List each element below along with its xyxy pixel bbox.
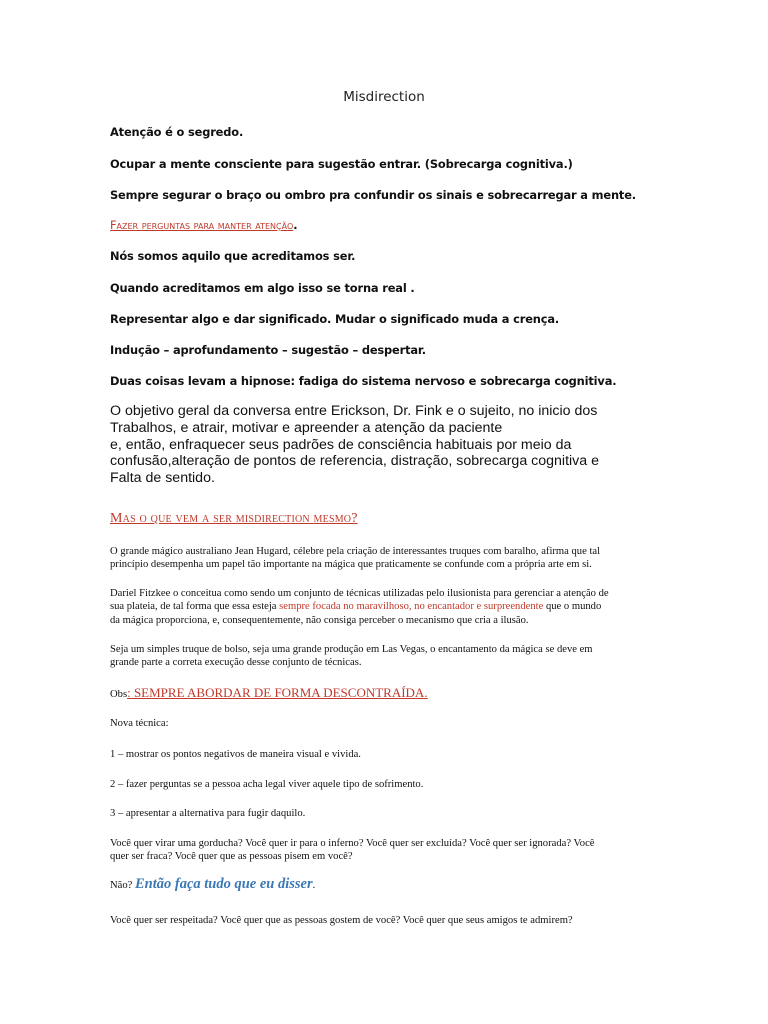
questions-paragraph [110, 837, 658, 864]
nao-line [110, 878, 658, 892]
paragraph-line: Você quer virar uma gorducha? Você quer ir para o inferno? Você quer ser excluída? Você quer ser ignorada? Você [110, 838, 595, 849]
nova-tecnica-label: Nova técnica: [110, 718, 169, 729]
page-title: Misdirection [343, 89, 425, 105]
paragraph-line: Trabalhos, e atrair, motivar e apreender a atenção da paciente [110, 419, 503, 436]
note-line: Representar algo e dar significado. Mudar o significado muda a crença. [110, 312, 560, 326]
questions-suffix: . [293, 218, 298, 232]
fitzkee-text-before: sua plateia, de tal forma que essa esteja [110, 601, 280, 613]
section-heading: Mas o que vem a ser misdirection mesmo? [110, 511, 358, 526]
paragraph-line: quer ser fraca? Você quer que as pessoas pisem em você? [110, 851, 353, 863]
paragraph-line: e, então, enfraquecer seus padrões de consciência habituais por meio da [110, 436, 572, 453]
note-line: Sempre segurar o braço ou ombro pra confundir os sinais e sobrecarregar a mente. [110, 188, 636, 202]
paragraph-line: princípio desempenha um papel tão importante na mágica que praticamente se confunde com a própria arte em si. [110, 559, 592, 571]
paragraph-line: grande parte a correta execução desse conjunto de técnicas. [110, 657, 362, 669]
paragraph-line: O grande mágico australiano Jean Hugard, célebre pela criação de interessantes truques com baralho, afirma que tal [110, 546, 601, 557]
paragraph-line: Dariel Fitzkee o conceitua como sendo um conjunto de técnicas utilizadas pelo ilusionista para gerenciar a atenção de [110, 588, 609, 599]
nao-prefix: Não? [110, 880, 135, 891]
paragraph-line: Falta de sentido. [110, 470, 215, 487]
note-line: Ocupar a mente consciente para sugestão entrar. (Sobrecarga cognitiva.) [110, 157, 573, 171]
obs-note: : SEMPRE ABORDAR DE FORMA DESCONTRAÍDA. [127, 685, 428, 700]
vegas-paragraph [110, 643, 658, 670]
erickson-paragraph [110, 403, 670, 487]
obs-label: Obs [110, 689, 128, 700]
fitzkee-text-after: que o mundo [543, 601, 602, 613]
paragraph-line: confusão,alteração de pontos de referencia, distração, sobrecarga cognitiva e [110, 453, 599, 470]
paragraph-line [110, 600, 658, 613]
step-item: 1 – mostrar os pontos negativos de maneira visual e vivida. [110, 749, 361, 760]
questions-note-line [110, 218, 670, 232]
step-item: 3 – apresentar a alternativa para fugir daquilo. [110, 808, 306, 819]
obs-line [110, 686, 658, 701]
fitzkee-paragraph [110, 587, 658, 627]
note-line: Indução – aprofundamento – sugestão – despertar. [110, 343, 426, 357]
nao-suffix: . [312, 880, 316, 891]
note-line: Quando acreditamos em algo isso se torna real . [110, 281, 415, 295]
paragraph-line: Seja um simples truque de bolso, seja uma grande produção em Las Vegas, o encantamento da mágica se deve em [110, 644, 593, 655]
paragraph-line: O objetivo geral da conversa entre Erickson, Dr. Fink e o sujeito, no inicio dos [110, 403, 598, 419]
note-line: Duas coisas levam a hipnose: fadiga do sistema nervoso e sobrecarga cognitiva. [110, 374, 617, 388]
nao-emphasis: Então faça tudo que eu disser [135, 876, 313, 892]
questions-link[interactable]: Fazer perguntas para manter atenção [110, 218, 294, 232]
paragraph-line: da mágica proporciona, e, consequentemente, não consiga perceber o mecanismo que cria a ilusão. [110, 614, 529, 626]
last-line: Você quer ser respeitada? Você quer que as pessoas gostem de você? Você quer que seus amigos te admirem? [110, 915, 573, 926]
note-line: Atenção é o segredo. [110, 125, 244, 139]
step-item: 2 – fazer perguntas se a pessoa acha legal viver aquele tipo de sofrimento. [110, 779, 424, 790]
fitzkee-highlight: sempre focada no maravilhoso, no encantador e surpreendente [279, 601, 544, 613]
hugard-paragraph [110, 545, 658, 572]
note-line: Nós somos aquilo que acreditamos ser. [110, 249, 356, 263]
